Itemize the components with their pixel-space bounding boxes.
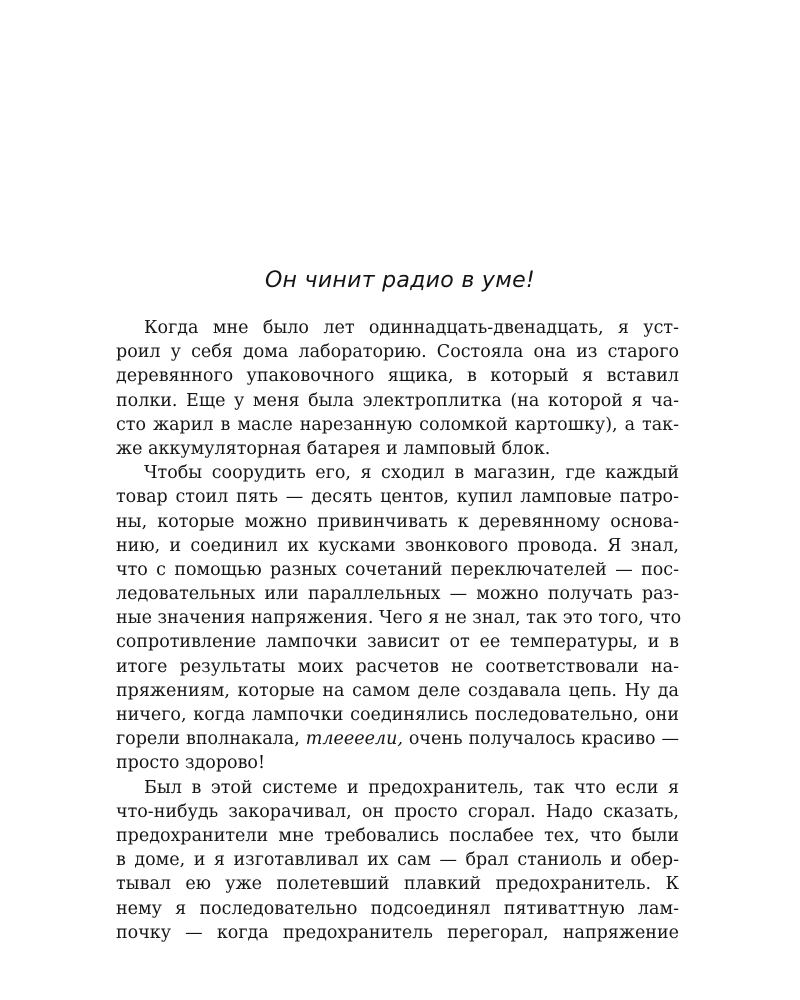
paragraph-3 xyxy=(116,776,679,945)
paragraph-1 xyxy=(116,316,679,461)
text-line: нему я последовательно подсоединял пятиваттную лам- xyxy=(116,898,679,919)
text-line: тывал ею уже полетевший плавкий предохранитель. К xyxy=(116,874,679,895)
text-line: Был в этой системе и предохранитель, так что если я xyxy=(144,777,679,798)
body-text xyxy=(116,316,682,945)
text-line: что-нибудь закорачивал, он просто сгорал. Надо сказать, xyxy=(116,801,679,822)
text-line: ледовательных или параллельных — можно получать раз- xyxy=(116,584,679,605)
text-line: деревянного упаковочного ящика, в который я вставил xyxy=(116,366,679,387)
chapter-title: Он чинит радио в уме! xyxy=(264,268,536,293)
text-line: ные значения напряжения. Чего я не знал, так это того, что xyxy=(116,608,682,629)
text-line: итоге результаты моих расчетов не соответствовали на- xyxy=(116,656,679,677)
text-line: нию, и соединил их кусками звонкового провода. Я знал, xyxy=(116,535,679,556)
text-line: что с помощью разных сочетаний переключателей — пос- xyxy=(116,559,679,580)
text-line: же аккумуляторная батарея и ламповый блок. xyxy=(116,438,551,459)
text-line: ны, которые можно привинчивать к деревянному основа- xyxy=(116,511,679,532)
text-line: товар стоил пять — десять центов, купил ламповые патро- xyxy=(116,487,679,508)
italic-emphasis: тлеееели, xyxy=(305,729,403,750)
text-line: почку — когда предохранитель перегорал, напряжение xyxy=(116,922,679,943)
text-line: в доме, и я изготавливал их сам — брал станиоль и обер- xyxy=(116,850,679,871)
text-fragment: очень получалось красиво — xyxy=(402,729,680,750)
text-line: Когда мне было лет одиннадцать-двенадцать, я уст- xyxy=(144,318,679,338)
text-line: сто жарил в масле нарезанную соломкой картошку), а так- xyxy=(116,414,679,435)
text-line: предохранители мне требовались послабее тех, что были xyxy=(116,825,679,846)
text-line: пряжениям, которые на самом деле создавала цепь. Ну да xyxy=(116,680,679,701)
text-fragment: горели вполнакала, xyxy=(116,729,306,750)
paragraph-2 xyxy=(116,461,682,775)
text-line-with-italic xyxy=(116,727,679,751)
text-line: просто здорово! xyxy=(116,753,265,774)
text-line: Чтобы соорудить его, я сходил в магазин, где каждый xyxy=(144,463,679,484)
text-line: ничего, когда лампочки соединялись последовательно, они xyxy=(116,705,679,725)
text-line: сопротивление лампочки зависит от ее температуры, и в xyxy=(116,632,679,653)
text-line: роил у себя дома лабораторию. Состояла она из старого xyxy=(116,342,679,363)
text-line: полки. Еще у меня была электроплитка (на которой я ча- xyxy=(116,390,679,411)
